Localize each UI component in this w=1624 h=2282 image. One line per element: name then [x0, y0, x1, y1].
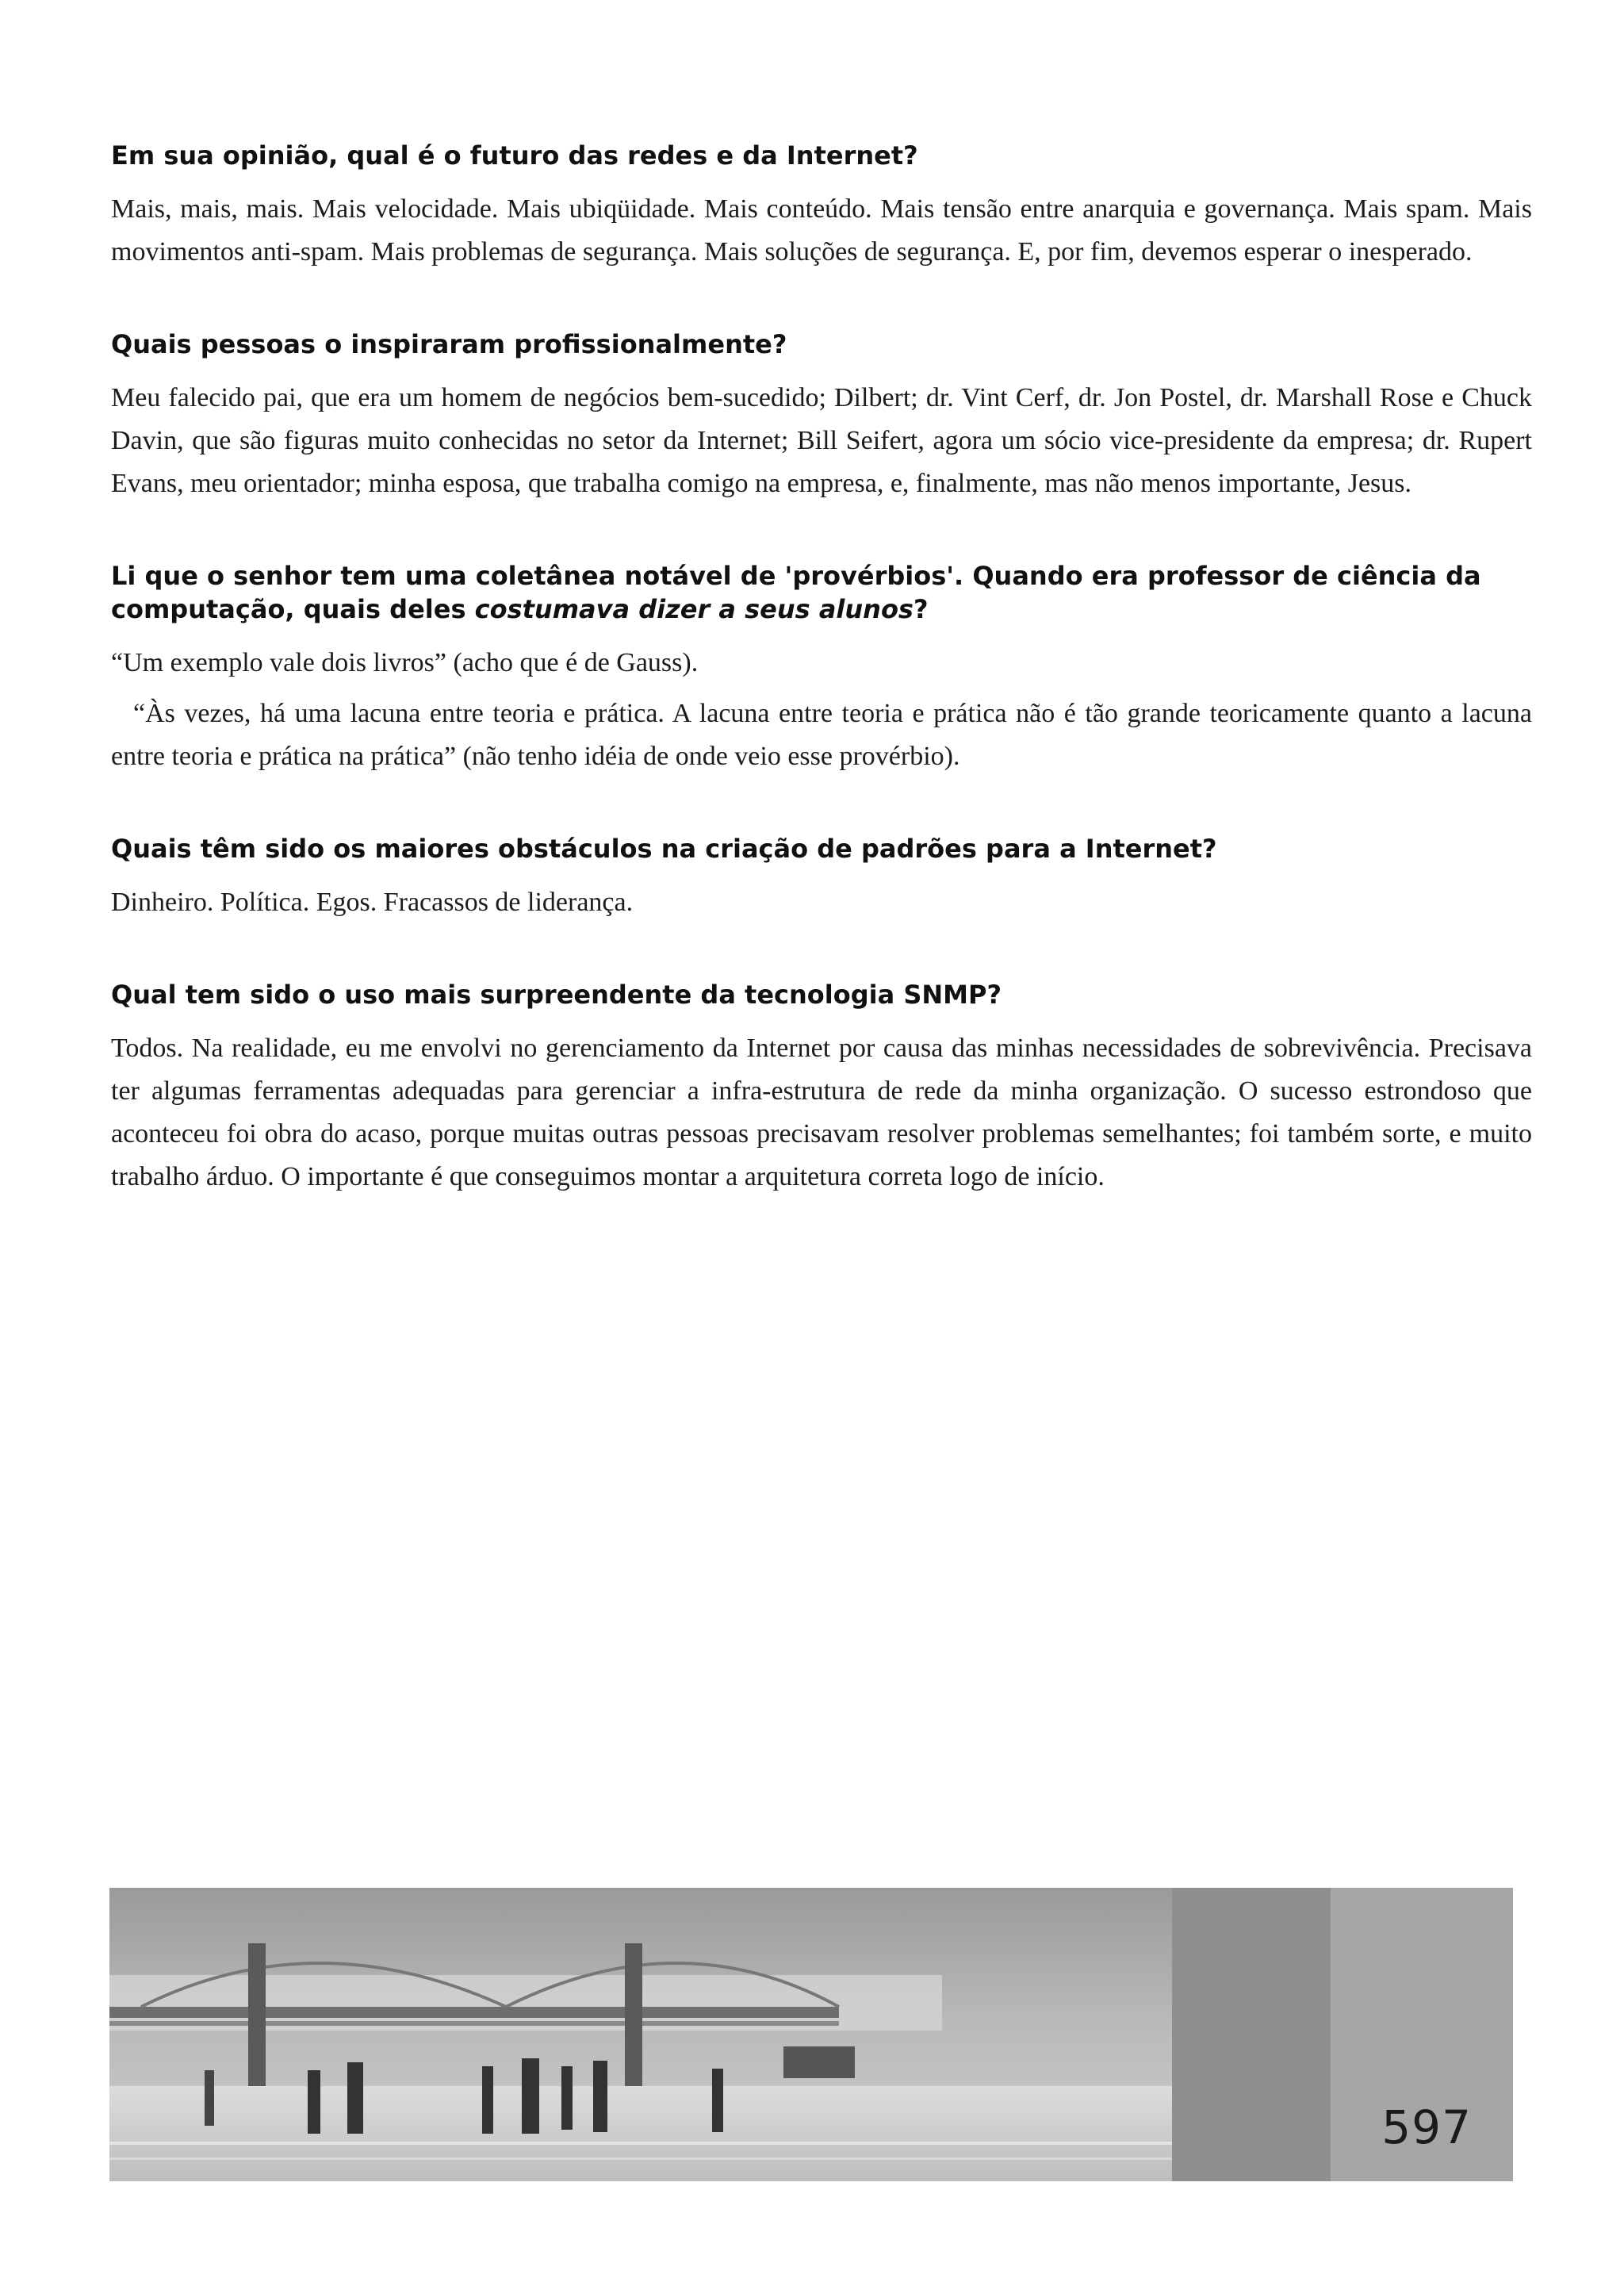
footer-bridge-photo — [109, 1888, 1513, 2181]
question-text: Quais pessoas o inspiraram profissionalmente? — [111, 329, 787, 359]
answer-paragraph: Meu falecido pai, que era um homem de negócios bem-sucedido; Dilbert; dr. Vint Cerf, dr. Jon Postel, dr. Marshall Rose e Chuck Davin, que são figuras muito conhecidas no setor da Internet; Bill Seifert, agora um sócio vice-presidente da empresa; dr. Rupert Evans, meu orientador; minha esposa, que trabalha comigo na empresa, e, finalmente, mas não menos importante, Jesus. — [111, 383, 1532, 498]
question-text: Qual tem sido o uso mais surpreendente da tecnologia SNMP? — [111, 980, 1002, 1010]
bridge-night-photo-image — [109, 1888, 1513, 2181]
qa-block — [111, 139, 1532, 274]
question-heading — [111, 559, 1532, 626]
question-text: Li que o senhor tem uma coletânea notável de 'provérbios'. Quando era professor de ciência da computação, quais deles — [111, 561, 1481, 624]
question-text: ? — [913, 594, 929, 624]
answer-paragraph: Dinheiro. Política. Egos. Fracassos de liderança. — [111, 888, 634, 917]
question-text: costumava dizer a seus alunos — [474, 594, 914, 624]
question-heading — [111, 139, 1532, 172]
question-heading — [111, 328, 1532, 361]
answer — [111, 188, 1532, 274]
question-text: Quais têm sido os maiores obstáculos na criação de padrões para a Internet? — [111, 834, 1217, 864]
question-heading — [111, 978, 1532, 1011]
qa-block — [111, 978, 1532, 1199]
qa-block — [111, 559, 1532, 778]
page-number: 597 — [1381, 2100, 1472, 2154]
answer-paragraph: Mais, mais, mais. Mais velocidade. Mais ubiqüidade. Mais conteúdo. Mais tensão entre anarquia e governança. Mais spam. Mais movimentos anti-spam. Mais problemas de segurança. Mais soluções de segurança. E, por fim, devemos esperar o inesperado. — [111, 194, 1532, 267]
qa-block — [111, 832, 1532, 924]
answer-paragraph: Todos. Na realidade, eu me envolvi no gerenciamento da Internet por causa das minhas necessidades de sobrevivência. Precisava ter algumas ferramentas adequadas para gerenciar a infra-estrutura de rede da minha organização. O sucesso estrondoso que aconteceu foi obra do acaso, porque muitas outras pessoas precisavam resolver problemas semelhantes; foi também sorte, e muito trabalho árduo. O importante é que conseguimos montar a arquitetura correta logo de início. — [111, 1034, 1532, 1191]
answer — [111, 642, 1532, 778]
interview-content — [111, 139, 1532, 1252]
answer — [111, 881, 1532, 924]
question-text: Em sua opinião, qual é o futuro das redes e da Internet? — [111, 140, 918, 171]
answer-paragraph: “Às vezes, há uma lacuna entre teoria e prática. A lacuna entre teoria e prática não é tão grande teoricamente quanto a lacuna entre teoria e prática na prática” (não tenho idéia de onde veio esse provérbio). — [111, 699, 1532, 771]
answer-paragraph: “Um exemplo vale dois livros” (acho que é de Gauss). — [111, 648, 699, 677]
answer — [111, 1027, 1532, 1199]
qa-block — [111, 328, 1532, 505]
answer — [111, 377, 1532, 505]
question-heading — [111, 832, 1532, 865]
